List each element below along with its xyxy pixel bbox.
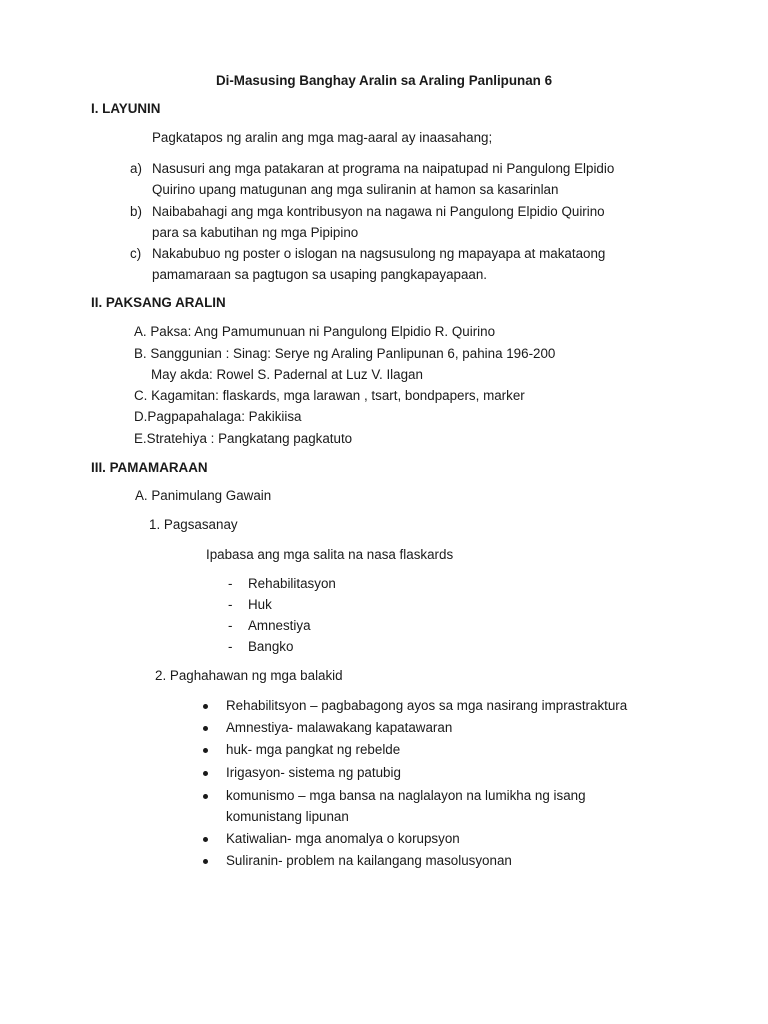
definition-item: Katiwalian- mga anomalya o korupsyon [226, 831, 460, 846]
bullet-icon [203, 726, 208, 731]
objective-text: Nasusuri ang mga patakaran at programa na naipatupad ni Pangulong Elpidio [152, 161, 615, 176]
word-item: Bangko [248, 639, 294, 654]
stratehiya-item: E.Stratehiya : Pangkatang pagkatuto [134, 431, 353, 446]
section-heading-layunin: I. LAYUNIN [91, 101, 161, 116]
definition-item: Amnestiya- malawakang kapatawaran [226, 720, 453, 735]
dash-marker: - [228, 618, 233, 633]
objective-text-continued: para sa kabutihan ng mga Pipipino [152, 225, 359, 240]
sanggunian-item: B. Sanggunian : Sinag: Serye ng Araling Panlipunan 6, pahina 196-200 [134, 346, 556, 361]
dash-marker: - [228, 576, 233, 591]
objectives-intro: Pagkatapos ng aralin ang mga mag-aaral ay inaasahang; [152, 130, 493, 145]
objective-text-continued: Quirino upang matugunan ang mga suliranin at hamon sa kasarinlan [152, 182, 559, 197]
definition-item-continued: komunistang lipunan [226, 809, 349, 824]
objective-marker: b) [130, 204, 142, 219]
bullet-icon [203, 859, 208, 864]
section-heading-paksang-aralin: II. PAKSANG ARALIN [91, 295, 226, 310]
dash-marker: - [228, 639, 233, 654]
flashcard-instruction: Ipabasa ang mga salita na nasa flaskards [206, 547, 454, 562]
paksa-item: A. Paksa: Ang Pamumunuan ni Pangulong Elpidio R. Quirino [134, 324, 496, 339]
section-heading-pamamaraan: III. PAMAMARAAN [91, 460, 208, 475]
word-item: Rehabilitasyon [248, 576, 336, 591]
word-item: Amnestiya [248, 618, 311, 633]
definition-item: Rehabilitsyon – pagbabagong ayos sa mga nasirang imprastraktura [226, 698, 628, 713]
bullet-icon [203, 837, 208, 842]
step-pagsasanay: 1. Pagsasanay [149, 517, 238, 532]
bullet-icon [203, 704, 208, 709]
kagamitan-item: C. Kagamitan: flaskards, mga larawan , tsart, bondpapers, marker [134, 388, 525, 403]
step-paghahawan: 2. Paghahawan ng mga balakid [155, 668, 343, 683]
author-item: May akda: Rowel S. Padernal at Luz V. Ilagan [151, 367, 423, 382]
bullet-icon [203, 794, 208, 799]
objective-marker: a) [130, 161, 142, 176]
definition-item: Irigasyon- sistema ng patubig [226, 765, 401, 780]
document-title: Di-Masusing Banghay Aralin sa Araling Panlipunan 6 [215, 73, 553, 88]
word-item: Huk [248, 597, 272, 612]
objective-text-continued: pamamaraan sa pagtugon sa usaping pangkapayapaan. [152, 267, 488, 282]
pagpapahalaga-item: D.Pagpapahalaga: Pakikiisa [134, 409, 302, 424]
panimulang-gawain: A. Panimulang Gawain [135, 488, 272, 503]
definition-item: Suliranin- problem na kailangang masolusyonan [226, 853, 512, 868]
objective-text: Nakabubuo ng poster o islogan na nagsusulong ng mapayapa at makataong [152, 246, 606, 261]
dash-marker: - [228, 597, 233, 612]
objective-marker: c) [130, 246, 142, 261]
bullet-icon [203, 748, 208, 753]
bullet-icon [203, 771, 208, 776]
objective-text: Naibabahagi ang mga kontribusyon na nagawa ni Pangulong Elpidio Quirino [152, 204, 605, 219]
definition-item: komunismo – mga bansa na naglalayon na lumikha ng isang [226, 788, 586, 803]
definition-item: huk- mga pangkat ng rebelde [226, 742, 401, 757]
